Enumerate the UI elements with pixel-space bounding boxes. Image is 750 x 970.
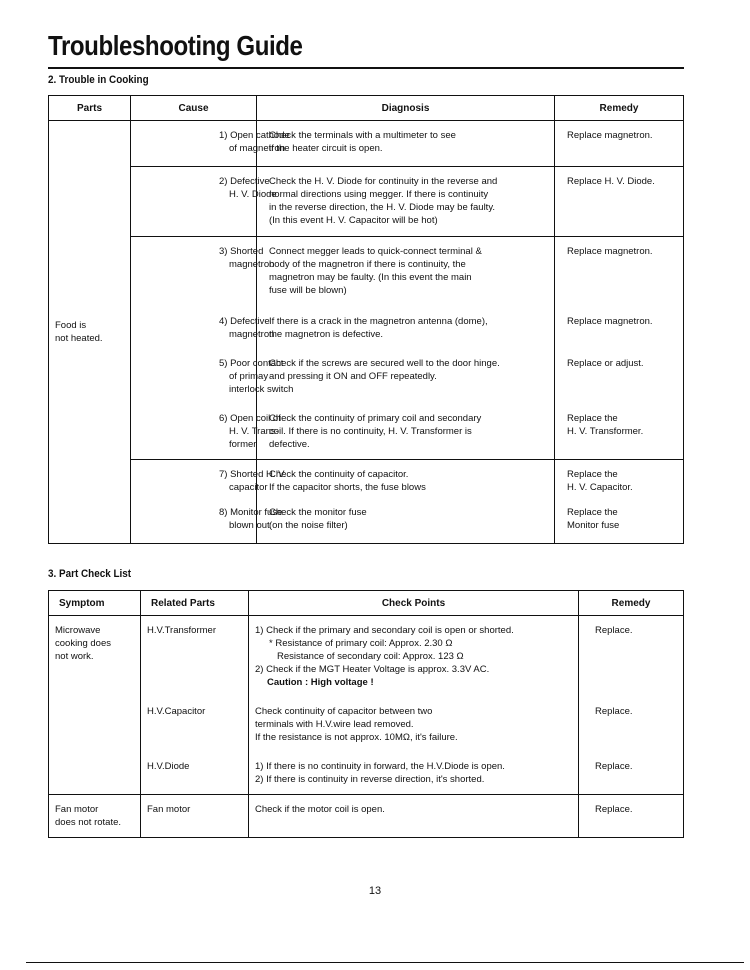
- cause-line: former: [229, 438, 257, 450]
- bottom-rule: [26, 962, 744, 963]
- diagnosis-cell: [257, 307, 555, 349]
- check-line: 2) Check if the MGT Heater Voltage is approx. 3.3V AC.: [255, 664, 490, 675]
- remedy-line: Replace magnetron.: [567, 315, 653, 327]
- cause-line: 2) Defective: [219, 176, 270, 187]
- trouble-in-cooking-table: [48, 95, 684, 544]
- diagnosis-cell: [257, 349, 555, 404]
- cause-cell: [131, 307, 275, 349]
- check-line: 1) If there is no continuity in forward, the H.V.Diode is open.: [255, 761, 505, 772]
- remedy-cell: [555, 307, 684, 349]
- table-row: [49, 460, 684, 504]
- cause-line: interlock switch: [229, 383, 294, 395]
- remedy-cell: [555, 460, 684, 504]
- cause-cell: [131, 404, 281, 460]
- related-part-cell: Fan motor: [141, 795, 249, 838]
- cause-cell: [131, 237, 275, 307]
- header-related-parts: Related Parts: [141, 591, 249, 616]
- remedy-line: Replace or adjust.: [567, 357, 644, 369]
- remedy-line: Replace H. V. Diode.: [567, 176, 655, 187]
- table-row: [49, 795, 684, 838]
- remedy-line: Replace the: [567, 412, 618, 424]
- diagnosis-line: If the capacitor shorts, the fuse blows: [269, 482, 426, 493]
- cause-line: magnetron: [229, 259, 275, 270]
- table-row: [49, 237, 684, 307]
- header-remedy: Remedy: [555, 96, 684, 121]
- cause-line: 3) Shorted: [219, 246, 264, 257]
- section-heading-trouble-in-cooking: 2. Trouble in Cooking: [48, 74, 149, 86]
- diagnosis-line: (on the noise filter): [269, 519, 348, 531]
- symptom-line: Microwave: [55, 625, 101, 636]
- diagnosis-line: Check the monitor fuse: [269, 506, 367, 518]
- diagnosis-line: normal directions using megger. If there is continuity: [269, 189, 489, 200]
- check-points-cell: [249, 616, 579, 698]
- diagnosis-line: If there is a crack in the magnetron antenna (dome),: [269, 315, 488, 327]
- diagnosis-line: in the reverse direction, the H. V. Diode may be faulty.: [269, 202, 496, 213]
- diagnosis-line: body of the magnetron if there is continuity, the: [269, 259, 466, 270]
- diagnosis-cell: [257, 121, 555, 167]
- table-row: [49, 121, 684, 167]
- caution-text: Caution : High voltage !: [267, 677, 374, 688]
- part-check-list-table: [48, 590, 684, 838]
- remedy-cell: [555, 349, 684, 404]
- remedy-cell: [555, 167, 684, 237]
- diagnosis-line: if the heater circuit is open.: [269, 143, 383, 154]
- cause-cell: [131, 460, 287, 504]
- remedy-line: Replace the: [567, 506, 618, 518]
- diagnosis-line: Check the terminals with a multimeter to see: [269, 130, 456, 141]
- cause-line: 5) Poor contact: [219, 357, 284, 369]
- title-underline: [48, 67, 684, 69]
- remedy-cell: [555, 504, 684, 544]
- remedy-line: Replace the: [567, 469, 618, 480]
- symptom-line: does not rotate.: [55, 817, 122, 828]
- related-part-cell: H.V.Capacitor: [141, 697, 249, 752]
- table-row: [49, 752, 684, 795]
- remedy-cell: [555, 121, 684, 167]
- remedy-cell: Replace.: [595, 625, 633, 636]
- cause-line: 8) Monitor fuse: [219, 506, 283, 518]
- diagnosis-line: Check the continuity of primary coil and secondary: [269, 412, 482, 424]
- part-line: not heated.: [55, 333, 103, 344]
- diagnosis-line: Connect megger leads to quick-connect terminal &: [269, 246, 482, 257]
- cause-cell: [131, 349, 294, 404]
- related-part-cell: H.V.Transformer: [141, 616, 249, 698]
- diagnosis-line: the magnetron is defective.: [269, 328, 384, 340]
- remedy-line: Monitor fuse: [567, 519, 620, 531]
- remedy-line: Replace magnetron.: [567, 130, 653, 141]
- remedy-cell: Replace.: [595, 706, 633, 717]
- diagnosis-line: Check the H. V. Diode for continuity in the reverse and: [269, 176, 498, 187]
- table-header-row: [49, 591, 684, 616]
- diagnosis-line: and pressing it ON and OFF repeatedly.: [269, 370, 437, 382]
- check-line: If the resistance is not approx. 10MΩ, it's failure.: [255, 732, 458, 743]
- diagnosis-line: Check the continuity of capacitor.: [269, 469, 409, 480]
- related-part-cell: H.V.Diode: [141, 752, 249, 795]
- remedy-line: H. V. Transformer.: [567, 425, 644, 437]
- diagnosis-line: fuse will be blown): [269, 285, 347, 296]
- cause-cell: [131, 504, 283, 544]
- check-points-cell: Check if the motor coil is open.: [249, 795, 579, 838]
- check-line: 1) Check if the primary and secondary coil is open or shorted.: [255, 625, 514, 636]
- header-symptom: Symptom: [49, 591, 141, 616]
- check-line: 2) If there is continuity in reverse direction, it's shorted.: [255, 774, 485, 785]
- symptom-cell: [49, 616, 141, 795]
- table-row: [49, 697, 684, 752]
- check-line: Check continuity of capacitor between two: [255, 706, 433, 717]
- symptom-line: cooking does: [55, 638, 111, 649]
- diagnosis-cell: [257, 504, 555, 544]
- cause-line: 4) Defective: [219, 315, 270, 327]
- page-number: 13: [368, 885, 382, 897]
- remedy-line: H. V. Capacitor.: [567, 482, 633, 493]
- table-row: [49, 167, 684, 237]
- cause-line: of primay: [229, 370, 269, 382]
- section-heading-part-check-list: 3. Part Check List: [48, 568, 132, 580]
- page-title: Troubleshooting Guide: [48, 30, 303, 61]
- table-row: [49, 404, 684, 460]
- diagnosis-line: Check if the screws are secured well to the door hinge.: [269, 357, 500, 369]
- diagnosis-line: (In this event H. V. Capacitor will be hot): [269, 215, 438, 226]
- header-remedy: Remedy: [579, 591, 684, 616]
- part-line: Food is: [55, 320, 87, 331]
- cause-line: 7) Shorted H. V.: [219, 469, 287, 480]
- remedy-cell: [555, 237, 684, 307]
- remedy-cell: Replace.: [595, 804, 633, 815]
- cause-cell: [131, 167, 277, 237]
- cause-line: H. V. Trans-: [229, 425, 279, 437]
- diagnosis-cell: [257, 237, 555, 307]
- table-row: [49, 349, 684, 404]
- diagnosis-line: coil. If there is no continuity, H. V. Transformer is: [269, 425, 472, 437]
- header-diagnosis: Diagnosis: [257, 96, 555, 121]
- cause-cell: [131, 121, 290, 167]
- diagnosis-cell: [257, 404, 555, 460]
- remedy-cell: [555, 404, 684, 460]
- symptom-line: not work.: [55, 651, 94, 662]
- diagnosis-cell: [257, 167, 555, 237]
- remedy-cell: Replace.: [579, 752, 684, 795]
- header-check-points: Check Points: [249, 591, 579, 616]
- table-row: [49, 504, 684, 544]
- cause-line: H. V. Diode: [229, 189, 277, 200]
- symptom-cell: [49, 795, 141, 838]
- cause-line: of magnetron: [229, 143, 285, 154]
- check-points-cell: [249, 752, 579, 795]
- cause-line: 1) Open cathode: [219, 130, 290, 141]
- header-cause: Cause: [131, 96, 257, 121]
- symptom-line: Fan motor: [55, 804, 99, 815]
- check-line: terminals with H.V.wire lead removed.: [255, 719, 414, 730]
- cause-line: magnetron: [229, 328, 275, 340]
- table-header-row: [49, 96, 684, 121]
- header-parts: Parts: [49, 96, 131, 121]
- table-row: [49, 616, 684, 698]
- table-row: [49, 307, 684, 349]
- diagnosis-line: magnetron may be faulty. (In this event the main: [269, 272, 472, 283]
- cause-line: 6) Open coil of: [219, 412, 281, 424]
- part-cell: [49, 121, 131, 544]
- check-line: * Resistance of primary coil: Approx. 2.30 Ω: [269, 638, 453, 649]
- diagnosis-line: defective.: [269, 438, 310, 450]
- cause-line: blown out: [229, 519, 270, 531]
- remedy-line: Replace magnetron.: [567, 246, 653, 257]
- diagnosis-cell: [257, 460, 555, 504]
- check-points-cell: [249, 697, 579, 752]
- cause-line: capacitor: [229, 482, 268, 493]
- check-line: Resistance of secondary coil: Approx. 123 Ω: [277, 651, 464, 662]
